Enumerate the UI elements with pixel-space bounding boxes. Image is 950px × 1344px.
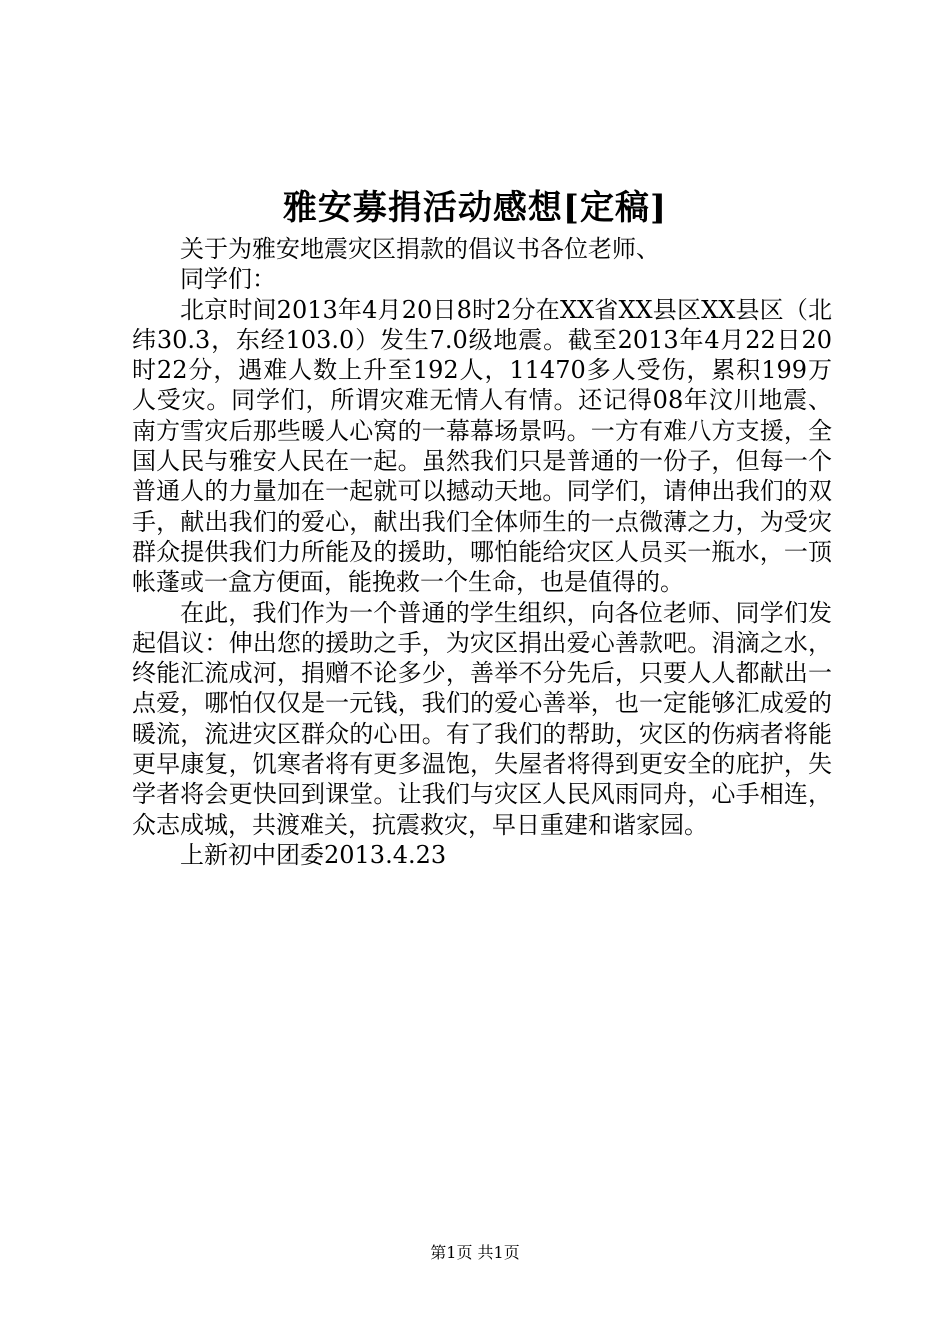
paragraph-appeal: 在此，我们作为一个普通的学生组织，向各位老师、同学们发起倡议：伸出您的援助之手，为灾区捐出爱心善款吧。涓滴之水，终能汇流成河，捐赠不论多少，善举不分先后，只要人人都献出一点爱，哪怕仅仅是一元钱，我们的爱心善举，也一定能够汇成爱的暖流，流进灾区群众的心田。有了我们的帮助，灾区的伤病者将能更早康复，饥寒者将有更多温饱，失屋者将得到更安全的庇护，失学者将会更快回到课堂。让我们与灾区人民风雨同舟，心手相连，众志成城，共渡难关，抗震救灾，早日重建和谐家园。 [132,598,832,839]
paragraph-signature: 上新初中团委2013.4.23 [180,840,447,869]
document-title: 雅安募捐活动感想[定稿] [282,188,668,228]
document-body [132,234,832,870]
paragraph-earthquake-report: 北京时间2013年4月20日8时2分在XX省XX县区XX县区（北纬30.3，东经103.0）发生7.0级地震。截至2013年4月22日20时22分，遇难人数上升至192人，11470多人受伤，累积199万人受灾。同学们，所谓灾难无情人有情。还记得08年汶川地震、南方雪灾后那些暖人心窝的一幕幕场景吗。一方有难八方支援，全国人民与雅安人民在一起。虽然我们只是普通的一份子，但每一个普通人的力量加在一起就可以撼动天地。同学们，请伸出我们的双手，献出我们的爱心，献出我们全体师生的一点微薄之力，为受灾群众提供我们力所能及的援助，哪怕能给灾区人员买一瓶水，一顶帐蓬或一盒方便面，能挽救一个生命，也是值得的。 [132,295,832,597]
paragraph-salutation: 同学们： [180,265,276,294]
paragraph-proposal-heading: 关于为雅安地震灾区捐款的倡议书各位老师、 [180,235,660,263]
page-indicator: 第1页 共1页 [430,1243,520,1262]
